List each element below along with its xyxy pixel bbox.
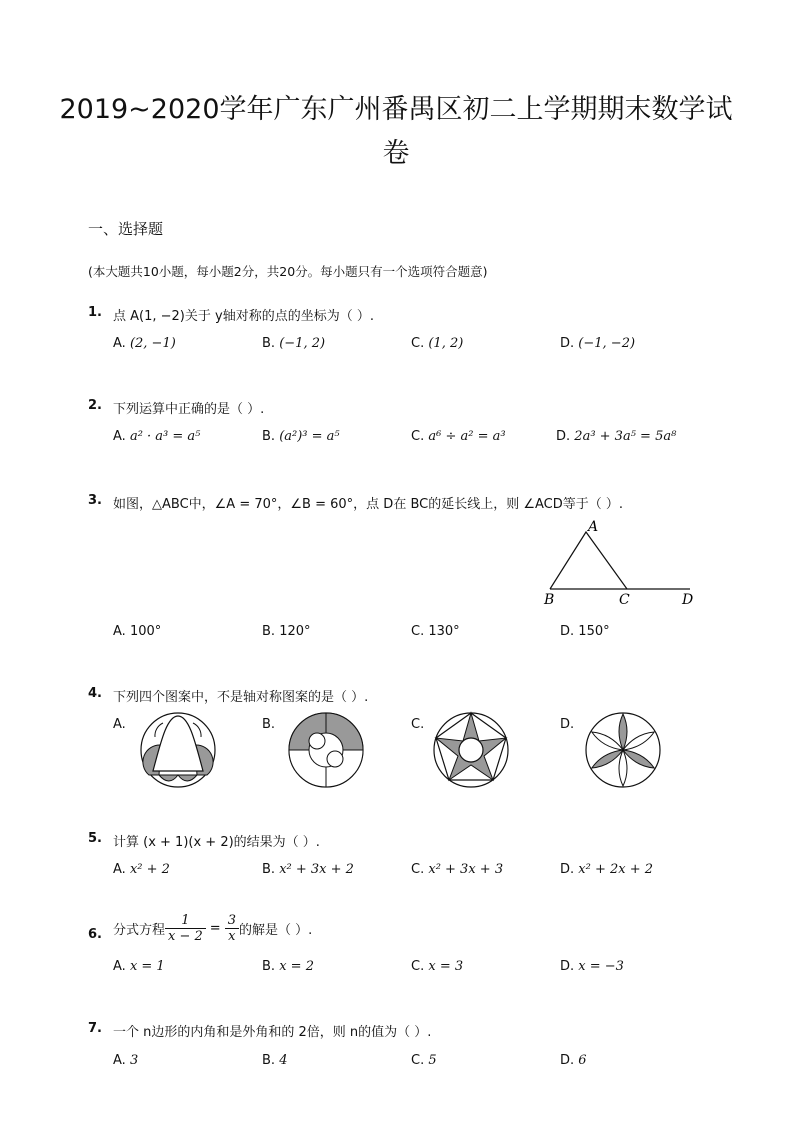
option-value: a⁶ ÷ a² = a³ bbox=[428, 429, 506, 444]
question-7-number: 7. bbox=[88, 1021, 102, 1036]
option-label: A. bbox=[113, 959, 126, 974]
question-6-suffix: 的解是（ ）. bbox=[238, 923, 313, 938]
q2-option-a[interactable] bbox=[113, 429, 200, 444]
option-value: 100° bbox=[129, 624, 162, 639]
triangle-figure bbox=[540, 515, 705, 610]
pattern-b-image[interactable] bbox=[287, 711, 365, 789]
label-c: C bbox=[619, 592, 630, 608]
question-2-number: 2. bbox=[88, 398, 102, 413]
option-value: (1, 2) bbox=[428, 336, 464, 351]
pattern-a-image[interactable] bbox=[139, 711, 217, 789]
q4-option-d-label[interactable]: D. bbox=[560, 717, 575, 732]
option-label: C. bbox=[411, 959, 425, 974]
option-value: 4 bbox=[279, 1053, 288, 1068]
equals-sign: = bbox=[209, 921, 221, 936]
option-label: D. bbox=[560, 862, 575, 877]
question-5-number: 5. bbox=[88, 831, 102, 846]
option-label: B. bbox=[262, 862, 276, 877]
option-label: B. bbox=[262, 429, 276, 444]
option-value: x = 3 bbox=[428, 959, 464, 974]
option-label: B. bbox=[262, 336, 276, 351]
option-value: x² + 2x + 2 bbox=[578, 862, 654, 877]
q1-option-b[interactable] bbox=[262, 336, 325, 351]
option-value: (2, −1) bbox=[129, 336, 176, 351]
option-value: 120° bbox=[279, 624, 311, 639]
fraction-right-numerator: 3 bbox=[225, 913, 239, 929]
option-value: 3 bbox=[129, 1053, 139, 1068]
q6-option-c[interactable] bbox=[411, 959, 463, 974]
question-5-text: 计算 (x + 1)(x + 2)的结果为（ ）. bbox=[113, 835, 320, 850]
option-label: C. bbox=[411, 429, 425, 444]
q7-option-b[interactable] bbox=[262, 1053, 287, 1068]
question-1-number: 1. bbox=[88, 305, 102, 320]
option-label: D. bbox=[560, 336, 575, 351]
option-label: C. bbox=[411, 336, 425, 351]
q3-option-d[interactable] bbox=[560, 624, 610, 639]
q1-option-a[interactable] bbox=[113, 336, 176, 351]
fraction-left-denominator: x − 2 bbox=[168, 929, 203, 944]
page-title-line2: 卷 bbox=[382, 138, 410, 169]
fraction-right-denominator: x bbox=[228, 929, 236, 944]
q6-option-a[interactable] bbox=[113, 959, 165, 974]
option-value: 150° bbox=[578, 624, 610, 639]
fraction-left bbox=[165, 913, 206, 944]
option-label: D. bbox=[556, 429, 571, 444]
option-label: D. bbox=[560, 1053, 575, 1068]
q4-option-c-label[interactable]: C. bbox=[411, 717, 425, 732]
q6-option-b[interactable] bbox=[262, 959, 314, 974]
option-label: B. bbox=[262, 1053, 276, 1068]
option-label: D. bbox=[560, 959, 575, 974]
option-value: (−1, 2) bbox=[279, 336, 326, 351]
option-label: A. bbox=[113, 429, 126, 444]
q1-option-d[interactable] bbox=[560, 336, 635, 351]
q2-option-b[interactable] bbox=[262, 429, 340, 444]
option-label: B. bbox=[262, 959, 276, 974]
q3-option-c[interactable] bbox=[411, 624, 460, 639]
q7-option-d[interactable] bbox=[560, 1053, 587, 1068]
option-value: x = 1 bbox=[129, 959, 165, 974]
option-label: B. bbox=[262, 624, 276, 639]
option-label: A. bbox=[113, 336, 126, 351]
option-value: (−1, −2) bbox=[578, 336, 636, 351]
option-value: 130° bbox=[428, 624, 460, 639]
option-value: x = −3 bbox=[578, 959, 624, 974]
q3-option-a[interactable] bbox=[113, 624, 161, 639]
q7-option-c[interactable] bbox=[411, 1053, 437, 1068]
question-4-text: 下列四个图案中，不是轴对称图案的是（ ）. bbox=[113, 690, 369, 705]
q7-option-a[interactable] bbox=[113, 1053, 138, 1068]
option-value: (a²)³ = a⁵ bbox=[279, 429, 340, 444]
fraction-right bbox=[225, 913, 239, 944]
q4-option-b-label[interactable]: B. bbox=[262, 717, 276, 732]
question-6-prefix: 分式方程 bbox=[113, 923, 166, 938]
question-2-text: 下列运算中正确的是（ ）. bbox=[113, 402, 265, 417]
option-label: D. bbox=[560, 624, 575, 639]
question-6-text bbox=[113, 913, 312, 944]
q4-option-a-label[interactable]: A. bbox=[113, 717, 126, 732]
option-label: C. bbox=[411, 862, 425, 877]
option-value: x² + 2 bbox=[129, 862, 170, 877]
option-value: x² + 3x + 3 bbox=[428, 862, 504, 877]
label-d: D bbox=[682, 592, 694, 608]
q5-option-c[interactable] bbox=[411, 862, 503, 877]
triangle-sides bbox=[550, 532, 627, 589]
option-label: C. bbox=[411, 1053, 425, 1068]
option-label: A. bbox=[113, 862, 126, 877]
label-a: A bbox=[588, 519, 599, 535]
question-3-text: 如图，△ABC中，∠A = 70°，∠B = 60°，点 D在 BC的延长线上，则 ∠ACD等于（ ）. bbox=[113, 497, 624, 512]
q3-option-b[interactable] bbox=[262, 624, 311, 639]
fraction-left-numerator: 1 bbox=[165, 913, 206, 929]
option-label: A. bbox=[113, 624, 126, 639]
section-heading: 一、选择题 bbox=[88, 220, 164, 238]
question-7-text: 一个 n边形的内角和是外角和的 2倍，则 n的值为（ ）. bbox=[113, 1025, 432, 1040]
option-label: A. bbox=[113, 1053, 126, 1068]
q2-option-c[interactable] bbox=[411, 429, 506, 444]
q1-option-c[interactable] bbox=[411, 336, 463, 351]
option-value: 6 bbox=[578, 1053, 587, 1068]
q2-option-d[interactable] bbox=[556, 429, 676, 444]
q5-option-b[interactable] bbox=[262, 862, 354, 877]
option-value: 5 bbox=[428, 1053, 437, 1068]
q5-option-a[interactable] bbox=[113, 862, 170, 877]
question-1-text: 点 A(1, −2)关于 y轴对称的点的坐标为（ ）. bbox=[113, 309, 374, 324]
question-6-number: 6. bbox=[88, 927, 102, 942]
q6-option-d[interactable] bbox=[560, 959, 624, 974]
option-value: x² + 3x + 2 bbox=[279, 862, 354, 877]
option-value: 2a³ + 3a⁵ = 5a⁸ bbox=[574, 429, 677, 444]
pattern-d-image[interactable] bbox=[584, 711, 662, 789]
section-note: (本大题共10小题，每小题2分，共20分。每小题只有一个选项符合题意) bbox=[88, 264, 488, 279]
option-value: x = 2 bbox=[279, 959, 314, 974]
q5-option-d[interactable] bbox=[560, 862, 653, 877]
question-3-number: 3. bbox=[88, 493, 102, 508]
option-value: a² · a³ = a⁵ bbox=[129, 429, 201, 444]
page-title-line1: 2019~2020学年广东广州番禺区初二上学期期末数学试 bbox=[59, 94, 733, 125]
pattern-c-image[interactable] bbox=[432, 711, 510, 789]
label-b: B bbox=[544, 592, 555, 608]
option-label: C. bbox=[411, 624, 425, 639]
question-4-number: 4. bbox=[88, 686, 102, 701]
